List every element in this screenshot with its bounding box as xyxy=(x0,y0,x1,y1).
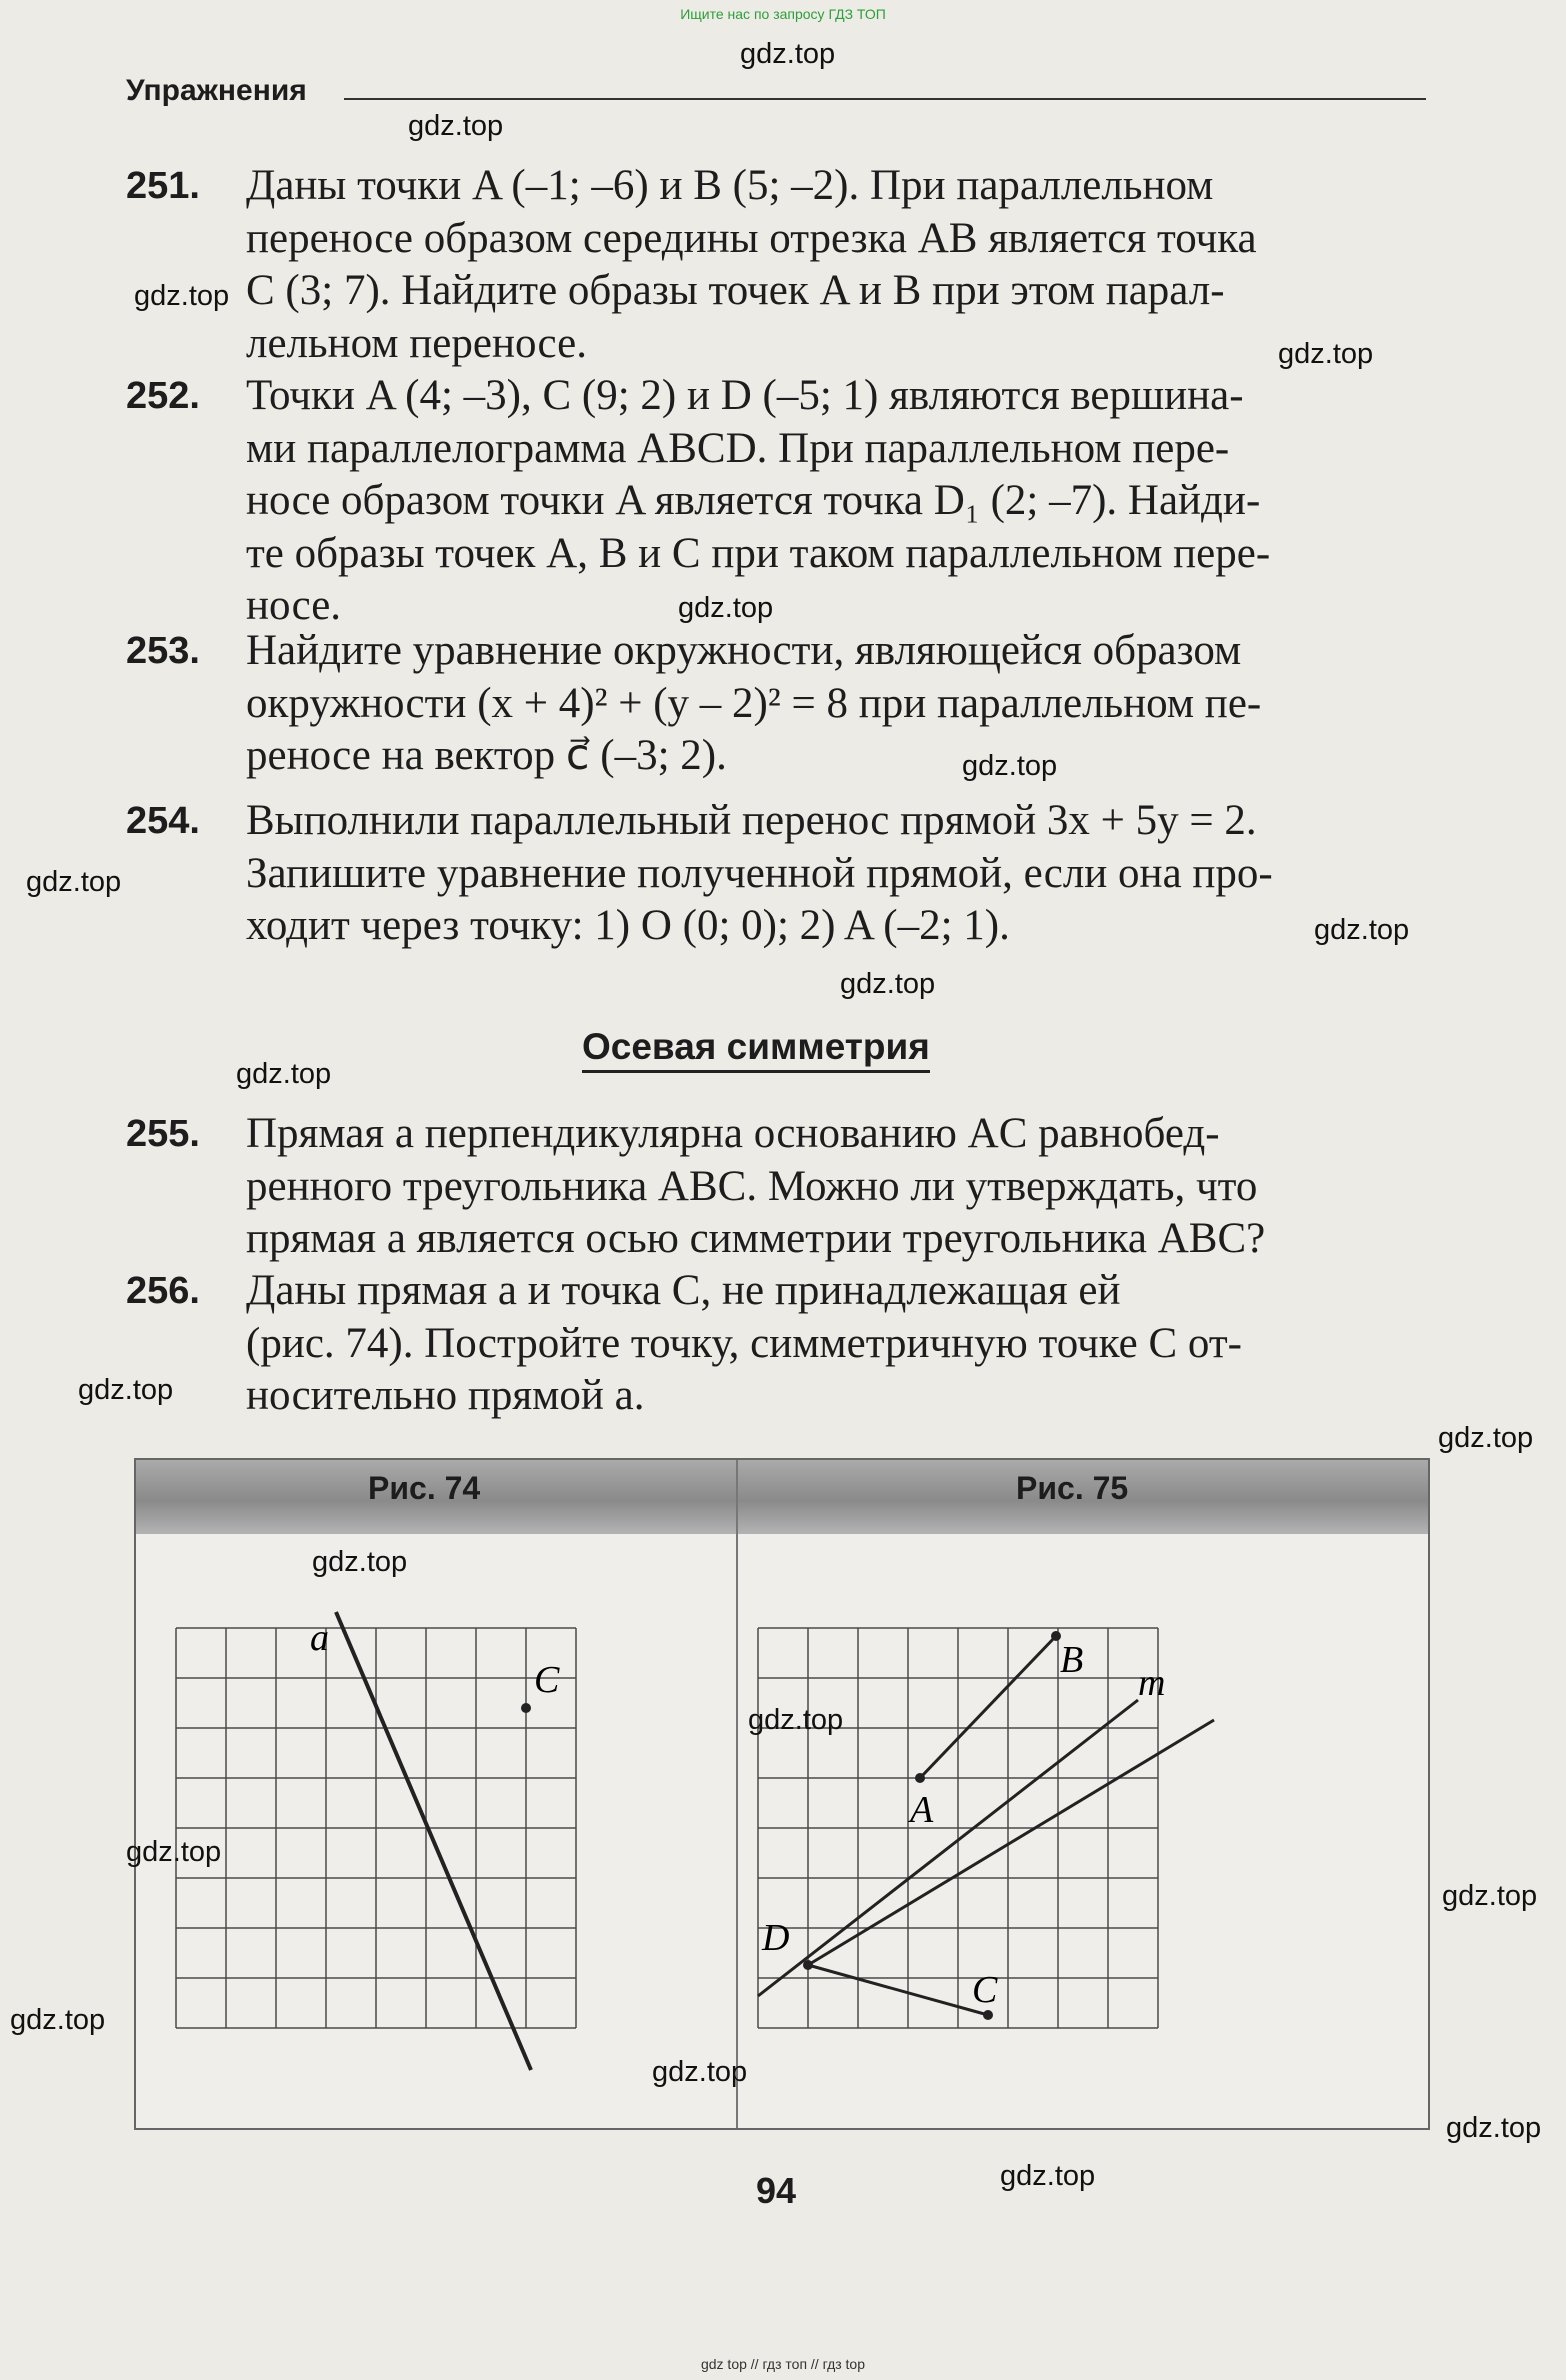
exercise-251 xyxy=(126,160,1426,370)
exercise-line: те образы точек A, B и C при таком параллельном пере- xyxy=(246,529,1271,577)
exercise-line: (рис. 74). Постройте точку, симметричную точке C от- xyxy=(246,1319,1242,1367)
fig-74-caption: Рис. 74 xyxy=(368,1470,481,1506)
watermark: gdz.top xyxy=(78,1374,174,1406)
figure-74 xyxy=(136,1460,736,2128)
watermark: gdz.top xyxy=(1442,1880,1538,1912)
point-a-label: A xyxy=(910,1789,934,1831)
exercise-number: 251. xyxy=(126,165,200,207)
exercise-line: ренного треугольника ABC. Можно ли утверждать, что xyxy=(246,1162,1258,1210)
point-c xyxy=(983,2010,993,2020)
exercise-line: C (3; 7). Найдите образы точек A и B при этом парал- xyxy=(246,267,1225,314)
point-d xyxy=(803,1960,813,1970)
exercise-number: 254. xyxy=(126,800,200,842)
watermark: gdz.top xyxy=(652,2056,748,2088)
point-c-label: C xyxy=(534,1659,560,1701)
point-c-label: C xyxy=(972,1969,998,2011)
watermark: gdz.top xyxy=(962,750,1058,782)
exercise-line: ми параллелограмма ABCD. При параллельном пере- xyxy=(246,424,1230,472)
section-header xyxy=(126,74,1426,114)
watermark: gdz.top xyxy=(1446,2112,1542,2144)
watermark: gdz.top xyxy=(408,110,504,142)
top-banner: Ищите нас по запросу ГДЗ ТОП xyxy=(680,6,886,22)
exercise-line: окружности (x + 4)² + (y – 2)² = 8 при параллельном пе- xyxy=(246,679,1262,727)
point-a xyxy=(915,1773,925,1783)
watermark: gdz.top xyxy=(1438,1422,1534,1454)
figure-75 xyxy=(738,1460,1428,2128)
point-d-label: D xyxy=(762,1917,790,1959)
exercise-line: Выполнили параллельный перенос прямой 3x + 5y = 2. xyxy=(246,797,1257,844)
exercise-line: реносе на вектор c⃗ (–3; 2). xyxy=(246,732,727,779)
fig-75-caption: Рис. 75 xyxy=(1016,1470,1129,1506)
exercise-255 xyxy=(126,1108,1426,1266)
exercise-line: прямая a является осью симметрии треугольника ABC? xyxy=(246,1215,1266,1262)
bottom-banner: gdz top // гдз топ // гдз top xyxy=(700,2356,866,2372)
exercise-line: носительно прямой a. xyxy=(246,1372,645,1419)
watermark: gdz.top xyxy=(126,1836,222,1868)
point-c xyxy=(521,1703,531,1713)
watermark: gdz.top xyxy=(840,968,936,1000)
watermark: gdz.top xyxy=(134,280,230,312)
watermark: gdz.top xyxy=(1314,914,1410,946)
section-rule xyxy=(344,98,1426,100)
watermark: gdz.top xyxy=(740,38,836,70)
page-number: 94 xyxy=(756,2170,797,2211)
watermark: gdz.top xyxy=(312,1546,408,1578)
exercise-line: ходит через точку: 1) O (0; 0); 2) A (–2; 1). xyxy=(246,902,1010,949)
exercise-number: 252. xyxy=(126,375,200,417)
exercise-254 xyxy=(126,795,1426,953)
watermark: gdz.top xyxy=(26,866,122,898)
exercise-line: Прямая a перпендикулярна основанию AC равнобед- xyxy=(246,1110,1220,1157)
exercise-number: 255. xyxy=(126,1113,200,1155)
watermark: gdz.top xyxy=(1000,2160,1096,2192)
exercise-number: 256. xyxy=(126,1270,200,1312)
exercise-line: носе. xyxy=(246,582,342,629)
subsection-title: Осевая симметрия xyxy=(582,1026,930,1073)
exercise-253 xyxy=(126,625,1426,783)
exercise-number: 253. xyxy=(126,630,200,672)
exercise-256 xyxy=(126,1265,1426,1423)
line-m-label: m xyxy=(1138,1662,1166,1704)
exercise-252 xyxy=(126,370,1426,633)
exercise-line: Запишите уравнение полученной прямой, если она про- xyxy=(246,849,1273,897)
exercise-line: носе образом точки A является точка D₁ (2; –7). Найди- xyxy=(246,477,1261,524)
watermark: gdz.top xyxy=(678,592,774,624)
exercise-line: Даны точки A (–1; –6) и B (5; –2). При параллельном xyxy=(246,162,1214,209)
watermark: gdz.top xyxy=(10,2004,106,2036)
watermark: gdz.top xyxy=(1278,338,1374,370)
exercise-line: лельном переносе. xyxy=(246,319,587,367)
section-title: Упражнения xyxy=(126,74,307,107)
line-a xyxy=(336,1612,531,2070)
exercise-line: Точки A (4; –3), C (9; 2) и D (–5; 1) являются вершина- xyxy=(246,372,1244,419)
line-m xyxy=(758,1700,1138,1996)
watermark: gdz.top xyxy=(236,1058,332,1090)
line-a-label: a xyxy=(310,1617,329,1659)
exercise-line: Найдите уравнение окружности, являющейся образом xyxy=(246,627,1242,674)
segment-ab xyxy=(920,1636,1056,1778)
point-b-label: B xyxy=(1060,1639,1084,1681)
watermark: gdz.top xyxy=(748,1704,844,1736)
exercise-line: переносе образом середины отрезка AB является точка xyxy=(246,214,1257,262)
segment-dc xyxy=(808,1965,988,2015)
exercise-line: Даны прямая a и точка C, не принадлежащая ей xyxy=(246,1267,1121,1314)
